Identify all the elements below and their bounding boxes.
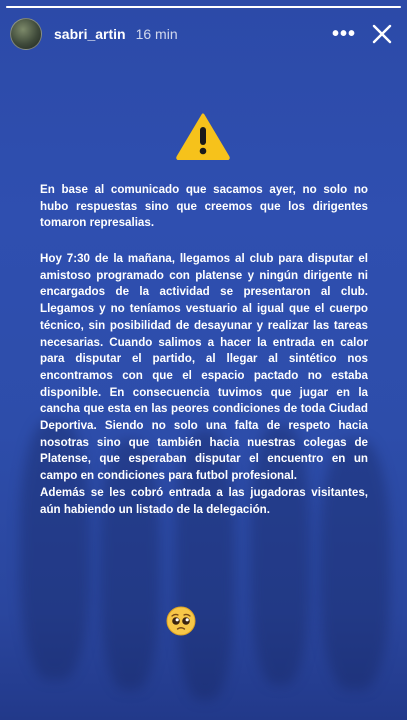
post-time: 16 min	[135, 26, 178, 42]
story-progress-bar	[6, 6, 401, 8]
paragraph: Además se les cobró entrada a las jugadoras visitantes, aún habiendo un listado de la delegación.	[40, 485, 368, 516]
warning-icon	[175, 112, 231, 160]
close-button[interactable]	[367, 19, 397, 49]
paragraph: En base al comunicado que sacamos ayer, no solo no hubo respuestas sino que creemos que los dirigentes tomaron represalias.	[40, 183, 368, 230]
close-icon	[371, 23, 393, 45]
story-header	[10, 16, 397, 52]
story-text-body	[40, 251, 368, 518]
pleading-face-emoji	[166, 606, 196, 636]
paragraph: Hoy 7:30 de la mañana, llegamos al club para disputar el amistoso programado con platense y ningún dirigente ni encargados de la actividad se presentaron al club. Llegamos y no teníamos vestuario al igual que el cuerpo técnico, sin posibilidad de desayunar y realizar las tareas necesarias. Cuando salimos a hacer la entrada en calor para disputar el partido, al llegar al sintético nos encontramos con que el espacio pactado no estaba disponible. En consecuencia tuvimos que jugar en la cancha que esta en las peores condiciones de toda Ciudad Deportiva. Siendo no solo una falta de respeto hacia nosotras sino que también hacia nuestras colegas de Platense, que esperaban disputar el encuentro en un campo en condiciones para futbol profesional.	[40, 252, 368, 483]
story-progress-fill	[6, 6, 401, 8]
more-options-button[interactable]	[329, 19, 359, 49]
avatar[interactable]	[10, 18, 42, 50]
username[interactable]: sabri_artin	[54, 26, 126, 42]
more-horizontal-icon: •••	[331, 23, 356, 45]
story-text-intro	[40, 182, 368, 232]
